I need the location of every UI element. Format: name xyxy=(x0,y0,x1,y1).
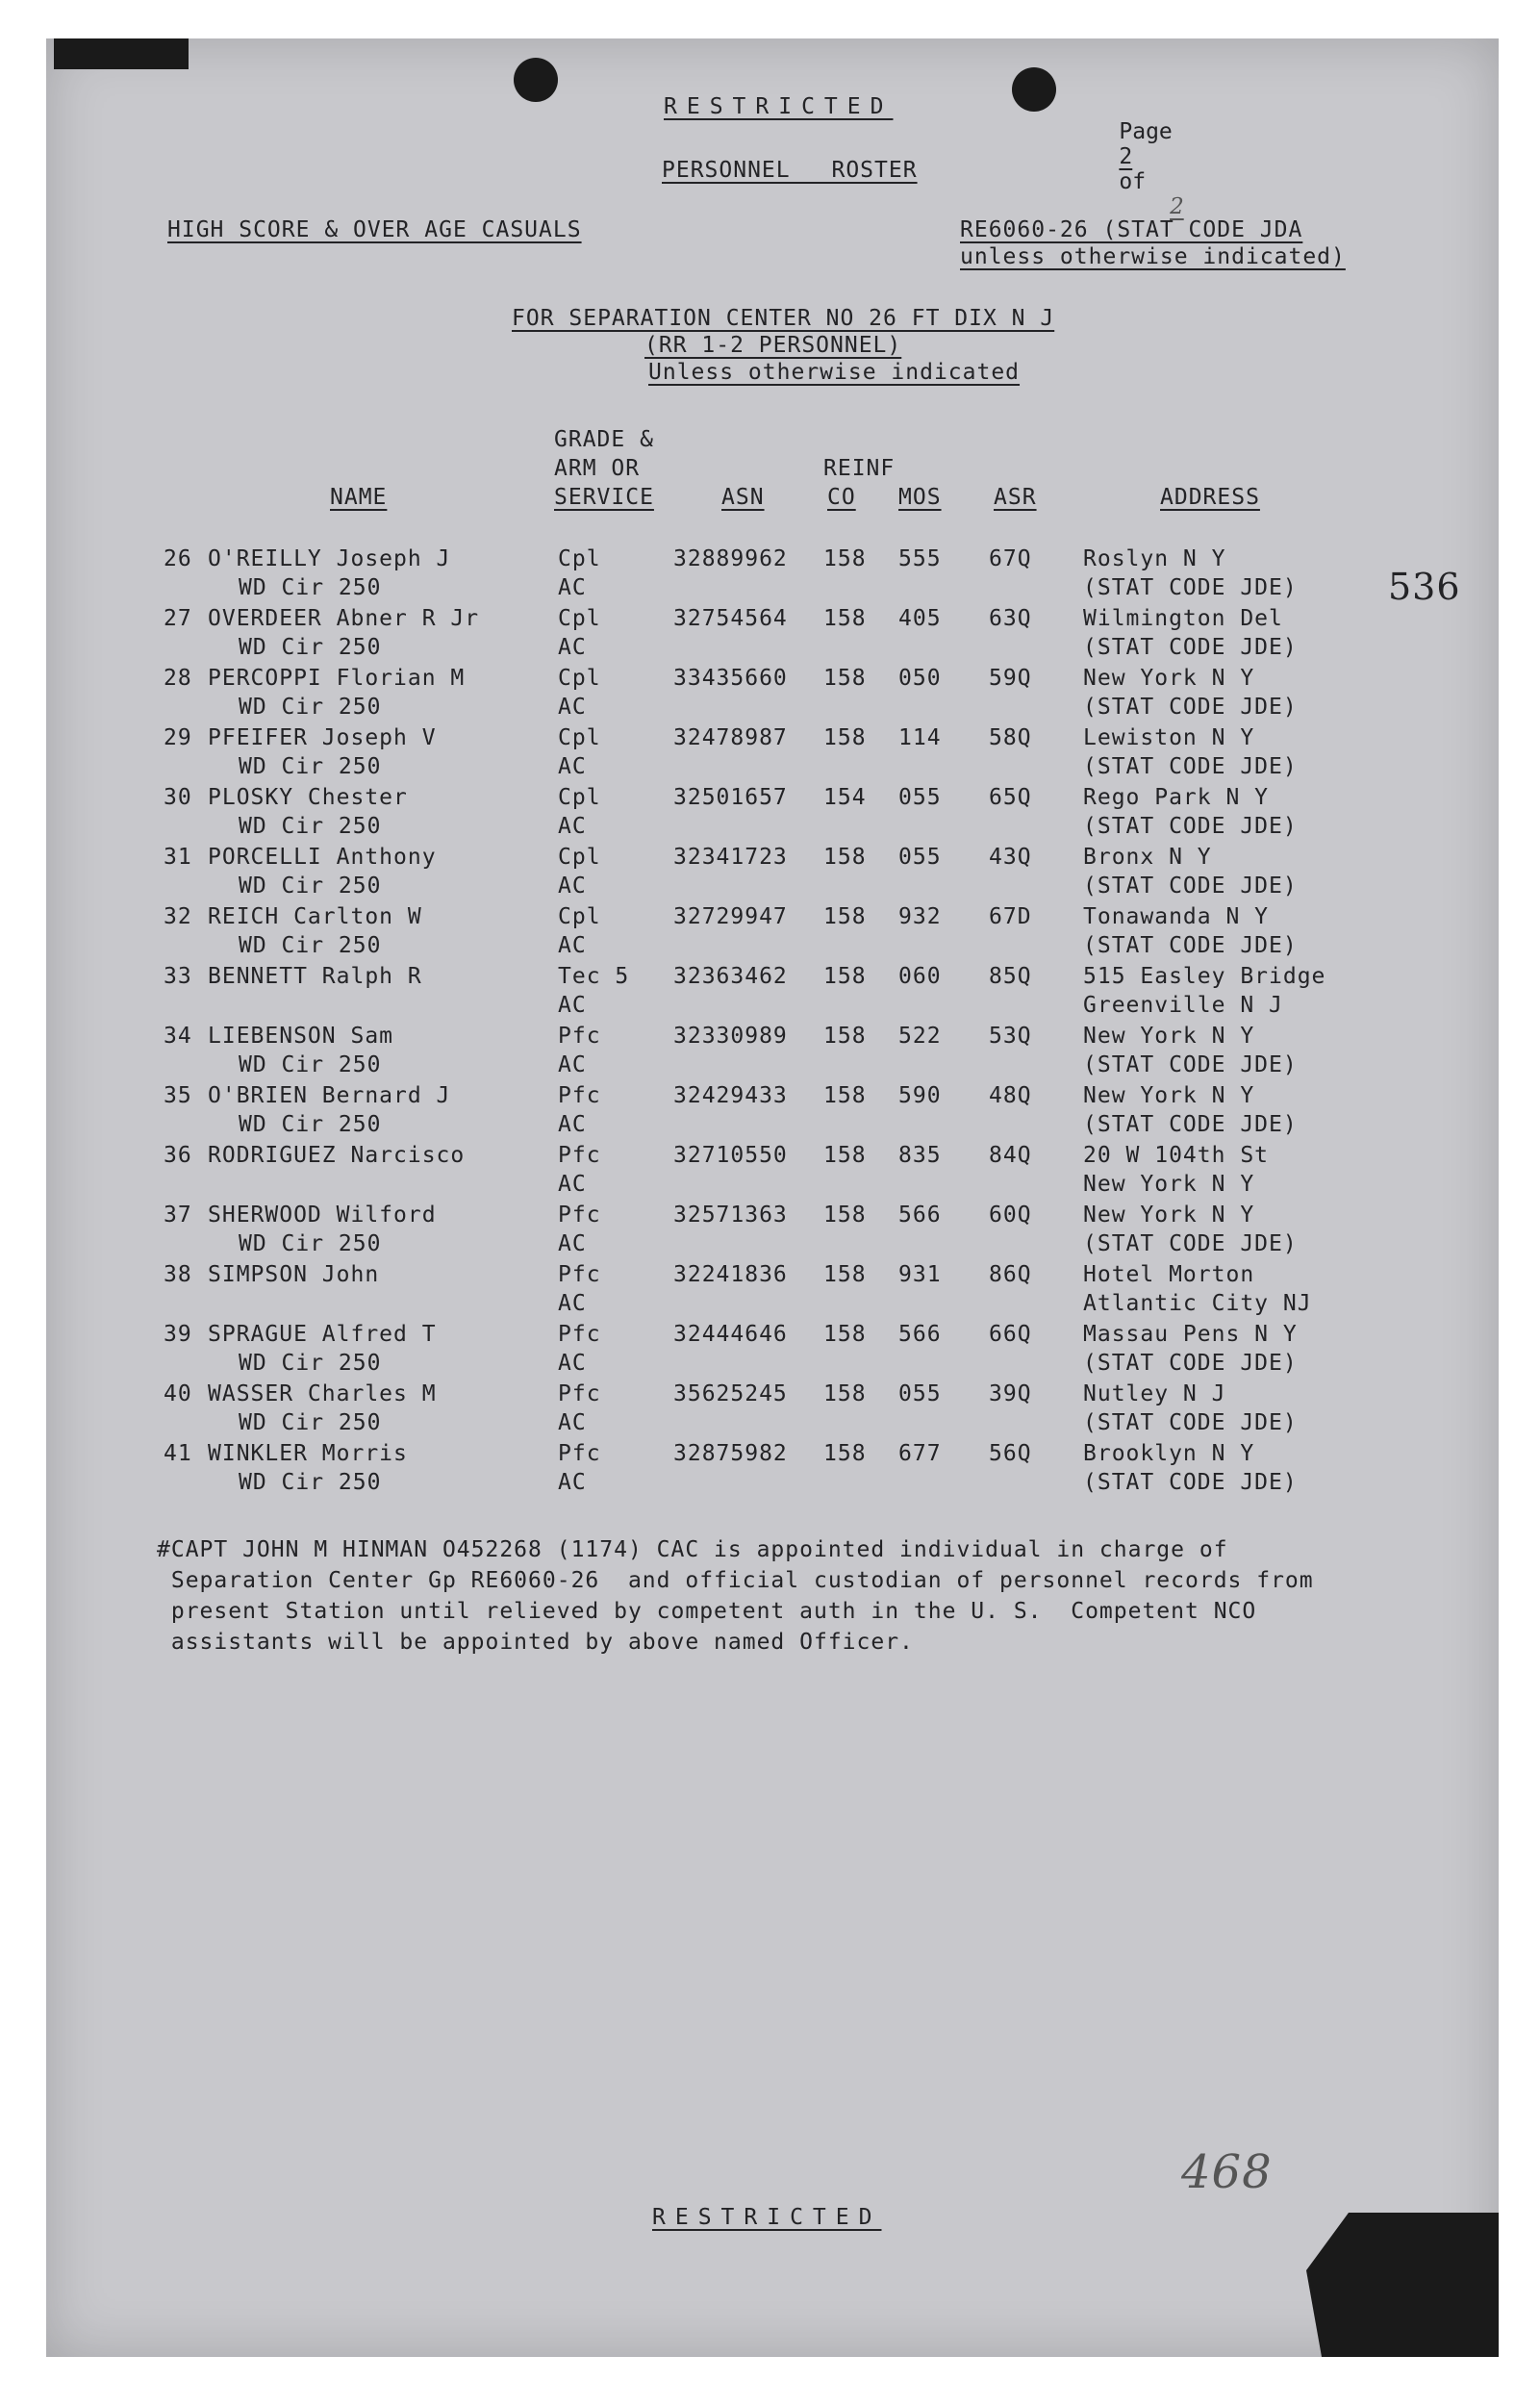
row-mos: 055 xyxy=(898,845,942,870)
row-grade: Cpl xyxy=(558,546,601,571)
row-address-1: Rego Park N Y xyxy=(1083,785,1270,810)
row-asr: 53Q xyxy=(989,1024,1032,1049)
classification-bottom: RESTRICTED xyxy=(652,2205,882,2230)
row-grade: Pfc xyxy=(558,1381,601,1406)
row-mos: 835 xyxy=(898,1143,942,1168)
row-mos: 566 xyxy=(898,1322,942,1347)
row-name: O'REILLY Joseph J xyxy=(208,546,451,571)
row-asr: 65Q xyxy=(989,785,1032,810)
row-grade: Cpl xyxy=(558,666,601,691)
row-asr: 66Q xyxy=(989,1322,1032,1347)
row-name: BENNETT Ralph R xyxy=(208,964,422,989)
row-co: 158 xyxy=(823,1024,867,1049)
row-address-1: New York N Y xyxy=(1083,1024,1255,1049)
row-address-1: Tonawanda N Y xyxy=(1083,904,1270,929)
row-number: 38 xyxy=(164,1262,192,1287)
row-arm: AC xyxy=(558,1410,587,1435)
row-grade: Cpl xyxy=(558,606,601,631)
table-row xyxy=(46,845,1499,904)
row-arm: AC xyxy=(558,933,587,958)
row-name: O'BRIEN Bernard J xyxy=(208,1083,451,1108)
row-sub: WD Cir 250 xyxy=(239,754,382,779)
row-mos: 050 xyxy=(898,666,942,691)
row-address-2: (STAT CODE JDE) xyxy=(1083,874,1298,899)
row-co: 158 xyxy=(823,964,867,989)
table-row xyxy=(46,1441,1499,1501)
row-co: 158 xyxy=(823,1322,867,1347)
row-mos: 677 xyxy=(898,1441,942,1466)
row-sub: WD Cir 250 xyxy=(239,635,382,660)
col-grade-line3: SERVICE xyxy=(554,485,654,510)
row-mos: 522 xyxy=(898,1024,942,1049)
row-name: RODRIGUEZ Narcisco xyxy=(208,1143,466,1168)
row-arm: AC xyxy=(558,993,587,1018)
row-sub: WD Cir 250 xyxy=(239,814,382,839)
row-address-1: New York N Y xyxy=(1083,1203,1255,1228)
table-row xyxy=(46,666,1499,725)
row-sub: WD Cir 250 xyxy=(239,1231,382,1256)
table-row xyxy=(46,1322,1499,1381)
row-asn: 32875982 xyxy=(673,1441,788,1466)
row-arm: AC xyxy=(558,1351,587,1376)
row-co: 158 xyxy=(823,1083,867,1108)
row-co: 158 xyxy=(823,1143,867,1168)
row-asn: 32429433 xyxy=(673,1083,788,1108)
row-mos: 114 xyxy=(898,725,942,750)
col-asn: ASN xyxy=(721,485,765,510)
row-address-1: Hotel Morton xyxy=(1083,1262,1255,1287)
punch-hole-left xyxy=(514,58,558,102)
row-address-1: 515 Easley Bridge xyxy=(1083,964,1326,989)
row-address-1: Bronx N Y xyxy=(1083,845,1212,870)
row-grade: Tec 5 xyxy=(558,964,630,989)
row-address-2: Atlantic City NJ xyxy=(1083,1291,1312,1316)
row-number: 40 xyxy=(164,1381,192,1406)
row-address-2: (STAT CODE JDE) xyxy=(1083,1470,1298,1495)
row-co: 158 xyxy=(823,546,867,571)
row-asr: 39Q xyxy=(989,1381,1032,1406)
row-asr: 84Q xyxy=(989,1143,1032,1168)
table-row xyxy=(46,1262,1499,1322)
row-sub: WD Cir 250 xyxy=(239,1112,382,1137)
punch-hole-right xyxy=(1012,67,1056,112)
page-total: 2 xyxy=(1170,194,1184,219)
row-address-2: New York N Y xyxy=(1083,1172,1255,1197)
page-label: Page xyxy=(1119,119,1173,144)
destination: FOR SEPARATION CENTER NO 26 FT DIX N J xyxy=(512,306,1055,331)
row-grade: Cpl xyxy=(558,785,601,810)
row-asn: 32571363 xyxy=(673,1203,788,1228)
row-number: 37 xyxy=(164,1203,192,1228)
row-arm: AC xyxy=(558,814,587,839)
classification-top: RESTRICTED xyxy=(664,94,894,119)
row-co: 158 xyxy=(823,606,867,631)
table-row xyxy=(46,1143,1499,1203)
row-mos: 590 xyxy=(898,1083,942,1108)
row-sub: WD Cir 250 xyxy=(239,1052,382,1077)
row-asn: 33435660 xyxy=(673,666,788,691)
row-address-2: (STAT CODE JDE) xyxy=(1083,695,1298,720)
row-asr: 43Q xyxy=(989,845,1032,870)
row-name: WINKLER Morris xyxy=(208,1441,408,1466)
row-address-2: (STAT CODE JDE) xyxy=(1083,814,1298,839)
row-grade: Pfc xyxy=(558,1143,601,1168)
row-name: SPRAGUE Alfred T xyxy=(208,1322,437,1347)
row-arm: AC xyxy=(558,1052,587,1077)
row-co: 158 xyxy=(823,725,867,750)
handwritten-number: 468 xyxy=(1181,2145,1273,2199)
document-page xyxy=(46,38,1499,2357)
row-address-2: (STAT CODE JDE) xyxy=(1083,754,1298,779)
row-number: 27 xyxy=(164,606,192,631)
row-mos: 932 xyxy=(898,904,942,929)
row-asn: 35625245 xyxy=(673,1381,788,1406)
row-asn: 32363462 xyxy=(673,964,788,989)
page-number: 2 xyxy=(1119,144,1133,169)
row-grade: Pfc xyxy=(558,1441,601,1466)
row-asr: 86Q xyxy=(989,1262,1032,1287)
row-address-2: (STAT CODE JDE) xyxy=(1083,575,1298,600)
row-co: 158 xyxy=(823,1441,867,1466)
row-asn: 32444646 xyxy=(673,1322,788,1347)
table-row xyxy=(46,785,1499,845)
row-address-1: Nutley N J xyxy=(1083,1381,1226,1406)
row-arm: AC xyxy=(558,754,587,779)
row-co: 158 xyxy=(823,1381,867,1406)
row-grade: Cpl xyxy=(558,725,601,750)
row-name: SHERWOOD Wilford xyxy=(208,1203,437,1228)
row-asn: 32889962 xyxy=(673,546,788,571)
row-address-2: Greenville N J xyxy=(1083,993,1283,1018)
row-arm: AC xyxy=(558,575,587,600)
destination-note: Unless otherwise indicated xyxy=(648,360,1021,385)
unit-code: RE6060-26 (STAT CODE JDA xyxy=(960,217,1303,242)
table-row xyxy=(46,725,1499,785)
tape-mark xyxy=(54,38,189,69)
row-number: 29 xyxy=(164,725,192,750)
row-co: 158 xyxy=(823,845,867,870)
row-address-1: Lewiston N Y xyxy=(1083,725,1255,750)
table-row xyxy=(46,546,1499,606)
row-sub: WD Cir 250 xyxy=(239,1351,382,1376)
row-sub: WD Cir 250 xyxy=(239,1410,382,1435)
row-name: OVERDEER Abner R Jr xyxy=(208,606,480,631)
row-asr: 60Q xyxy=(989,1203,1032,1228)
row-name: LIEBENSON Sam xyxy=(208,1024,394,1049)
row-name: PERCOPPI Florian M xyxy=(208,666,466,691)
row-co: 154 xyxy=(823,785,867,810)
row-name: PFEIFER Joseph V xyxy=(208,725,437,750)
row-asn: 32341723 xyxy=(673,845,788,870)
row-grade: Pfc xyxy=(558,1262,601,1287)
row-number: 30 xyxy=(164,785,192,810)
row-sub: WD Cir 250 xyxy=(239,933,382,958)
document-title: PERSONNEL ROSTER xyxy=(662,158,918,183)
col-co: CO xyxy=(827,485,856,510)
row-sub: WD Cir 250 xyxy=(239,695,382,720)
row-arm: AC xyxy=(558,1291,587,1316)
row-address-1: New York N Y xyxy=(1083,666,1255,691)
destination-sub: (RR 1-2 PERSONNEL) xyxy=(644,333,902,358)
row-arm: AC xyxy=(558,1112,587,1137)
margin-number: 536 xyxy=(1388,566,1461,608)
page-of: of xyxy=(1119,169,1147,194)
col-name: NAME xyxy=(330,485,388,510)
row-name: PORCELLI Anthony xyxy=(208,845,437,870)
row-asr: 67D xyxy=(989,904,1032,929)
row-address-2: (STAT CODE JDE) xyxy=(1083,1410,1298,1435)
row-address-2: (STAT CODE JDE) xyxy=(1083,1231,1298,1256)
row-asr: 85Q xyxy=(989,964,1032,989)
col-asr: ASR xyxy=(994,485,1037,510)
table-row xyxy=(46,964,1499,1024)
row-arm: AC xyxy=(558,635,587,660)
torn-corner xyxy=(1306,2213,1499,2357)
row-co: 158 xyxy=(823,1203,867,1228)
row-sub: WD Cir 250 xyxy=(239,1470,382,1495)
row-address-1: New York N Y xyxy=(1083,1083,1255,1108)
row-asn: 32729947 xyxy=(673,904,788,929)
row-address-2: (STAT CODE JDE) xyxy=(1083,1112,1298,1137)
row-mos: 060 xyxy=(898,964,942,989)
row-grade: Pfc xyxy=(558,1322,601,1347)
left-heading: HIGH SCORE & OVER AGE CASUALS xyxy=(167,217,582,242)
row-address-1: 20 W 104th St xyxy=(1083,1143,1270,1168)
table-row xyxy=(46,1203,1499,1262)
row-address-2: (STAT CODE JDE) xyxy=(1083,1351,1298,1376)
row-address-2: (STAT CODE JDE) xyxy=(1083,635,1298,660)
row-name: REICH Carlton W xyxy=(208,904,422,929)
row-number: 31 xyxy=(164,845,192,870)
row-co: 158 xyxy=(823,1262,867,1287)
row-number: 26 xyxy=(164,546,192,571)
row-asr: 58Q xyxy=(989,725,1032,750)
row-arm: AC xyxy=(558,695,587,720)
row-mos: 055 xyxy=(898,1381,942,1406)
row-number: 34 xyxy=(164,1024,192,1049)
row-arm: AC xyxy=(558,1231,587,1256)
row-mos: 566 xyxy=(898,1203,942,1228)
row-asn: 32710550 xyxy=(673,1143,788,1168)
row-asn: 32501657 xyxy=(673,785,788,810)
row-address-1: Wilmington Del xyxy=(1083,606,1283,631)
row-number: 33 xyxy=(164,964,192,989)
row-sub: WD Cir 250 xyxy=(239,874,382,899)
row-asr: 59Q xyxy=(989,666,1032,691)
row-arm: AC xyxy=(558,874,587,899)
row-asn: 32241836 xyxy=(673,1262,788,1287)
officer-note: #CAPT JOHN M HINMAN O452268 (1174) CAC is appointed individual in charge of Separation Center Gp RE6060-26 and official custodian of personnel records from present Station until relieved by competent auth in the U. S. Competent NCO assistants will be appointed by above named Officer. xyxy=(157,1537,1314,1655)
row-asr: 63Q xyxy=(989,606,1032,631)
row-address-2: (STAT CODE JDE) xyxy=(1083,933,1298,958)
row-mos: 931 xyxy=(898,1262,942,1287)
row-address-1: Massau Pens N Y xyxy=(1083,1322,1298,1347)
table-row xyxy=(46,606,1499,666)
table-row xyxy=(46,904,1499,964)
row-grade: Pfc xyxy=(558,1083,601,1108)
row-asn: 32754564 xyxy=(673,606,788,631)
row-name: SIMPSON John xyxy=(208,1262,380,1287)
row-mos: 555 xyxy=(898,546,942,571)
col-mos: MOS xyxy=(898,485,942,510)
row-name: WASSER Charles M xyxy=(208,1381,437,1406)
row-sub: WD Cir 250 xyxy=(239,575,382,600)
row-number: 32 xyxy=(164,904,192,929)
row-number: 39 xyxy=(164,1322,192,1347)
row-grade: Pfc xyxy=(558,1024,601,1049)
row-address-2: (STAT CODE JDE) xyxy=(1083,1052,1298,1077)
row-arm: AC xyxy=(558,1172,587,1197)
row-number: 36 xyxy=(164,1143,192,1168)
row-asn: 32330989 xyxy=(673,1024,788,1049)
row-address-1: Roslyn N Y xyxy=(1083,546,1226,571)
row-asr: 48Q xyxy=(989,1083,1032,1108)
col-reinf: REINF xyxy=(823,456,896,481)
row-address-1: Brooklyn N Y xyxy=(1083,1441,1255,1466)
row-mos: 405 xyxy=(898,606,942,631)
row-co: 158 xyxy=(823,904,867,929)
col-address: ADDRESS xyxy=(1160,485,1260,510)
row-asr: 67Q xyxy=(989,546,1032,571)
table-row xyxy=(46,1381,1499,1441)
row-grade: Cpl xyxy=(558,845,601,870)
unit-code-note: unless otherwise indicated) xyxy=(960,244,1346,269)
row-grade: Cpl xyxy=(558,904,601,929)
row-number: 35 xyxy=(164,1083,192,1108)
row-grade: Pfc xyxy=(558,1203,601,1228)
row-co: 158 xyxy=(823,666,867,691)
row-number: 41 xyxy=(164,1441,192,1466)
table-row xyxy=(46,1083,1499,1143)
col-grade-line2: ARM OR xyxy=(554,456,641,481)
table-row xyxy=(46,1024,1499,1083)
row-arm: AC xyxy=(558,1470,587,1495)
row-asr: 56Q xyxy=(989,1441,1032,1466)
row-mos: 055 xyxy=(898,785,942,810)
row-asn: 32478987 xyxy=(673,725,788,750)
row-name: PLOSKY Chester xyxy=(208,785,408,810)
col-grade-line1: GRADE & xyxy=(554,427,654,452)
row-number: 28 xyxy=(164,666,192,691)
